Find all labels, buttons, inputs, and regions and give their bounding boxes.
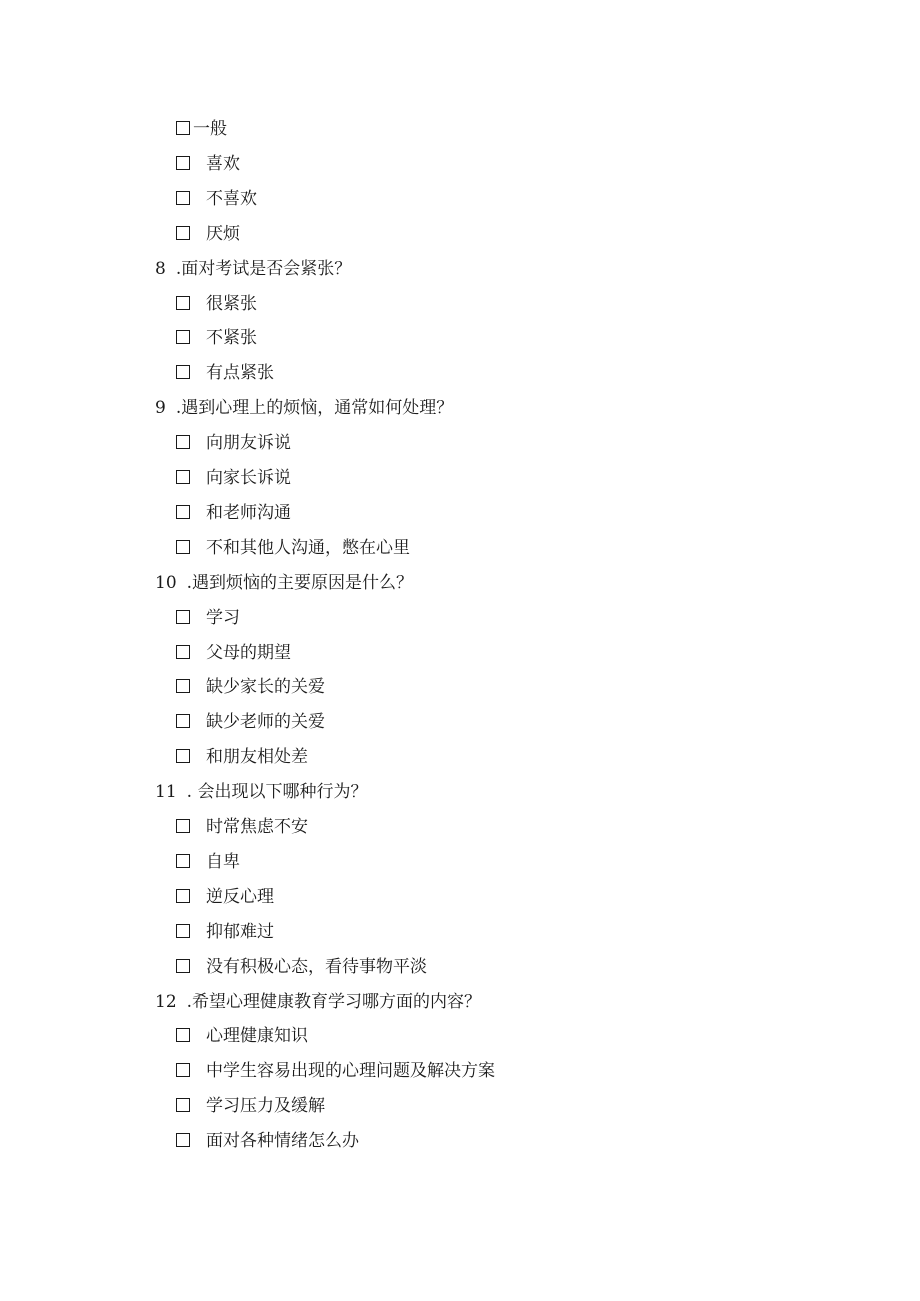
question — [155, 777, 367, 807]
question — [155, 987, 481, 1017]
answer-option-label: 抑郁难过 — [206, 921, 274, 942]
question — [155, 393, 453, 423]
answer-option-label: 不紧张 — [206, 328, 257, 349]
checkbox-icon[interactable] — [176, 121, 190, 135]
answer-option-label: 不喜欢 — [206, 188, 257, 209]
answer-option[interactable] — [176, 184, 257, 214]
checkbox-icon[interactable] — [176, 1028, 190, 1042]
question-text: . 会出现以下哪种行为？ — [186, 782, 368, 803]
checkbox-icon[interactable] — [176, 889, 190, 903]
answer-option[interactable] — [176, 219, 240, 249]
answer-option-label: 面对各种情绪怎么办 — [206, 1131, 359, 1152]
answer-option-label: 向家长诉说 — [206, 468, 291, 488]
checkbox-icon[interactable] — [176, 226, 190, 240]
checkbox-icon[interactable] — [176, 1063, 190, 1077]
question-number: 9 — [155, 398, 166, 419]
answer-option-label: 中学生容易出现的心理问题及解决方案 — [206, 1061, 495, 1082]
checkbox-icon[interactable] — [176, 296, 190, 310]
answer-option[interactable] — [176, 428, 291, 458]
answer-option-label: 学习压力及缓解 — [206, 1096, 325, 1117]
question-text: .遇到烦恼的主要原因是什么？ — [186, 572, 414, 593]
question-number: 8 — [155, 258, 166, 279]
answer-option[interactable] — [176, 358, 274, 388]
checkbox-icon[interactable] — [176, 645, 190, 659]
checkbox-icon[interactable] — [176, 854, 190, 868]
answer-option-label: 和老师沟通 — [206, 502, 291, 523]
checkbox-icon[interactable] — [176, 1133, 190, 1147]
answer-option[interactable] — [176, 1126, 359, 1156]
answer-option[interactable] — [176, 882, 274, 912]
question-number: 10 — [155, 572, 177, 593]
answer-option[interactable] — [176, 1056, 495, 1086]
answer-option-label: 缺少老师的关爱 — [206, 712, 325, 733]
answer-option[interactable] — [176, 952, 427, 982]
checkbox-icon[interactable] — [176, 365, 190, 379]
answer-option[interactable] — [176, 672, 325, 702]
checkbox-icon[interactable] — [176, 819, 190, 833]
answer-option[interactable] — [176, 323, 257, 353]
question-text: .希望心理健康教育学习哪方面的内容？ — [186, 991, 482, 1012]
answer-option[interactable] — [176, 603, 240, 633]
answer-option-label: 自卑 — [206, 851, 240, 872]
answer-option[interactable] — [176, 114, 227, 144]
checkbox-icon[interactable] — [176, 679, 190, 693]
checkbox-icon[interactable] — [176, 435, 190, 449]
answer-option[interactable] — [176, 533, 410, 563]
answer-option-label: 有点紧张 — [206, 363, 274, 384]
answer-option[interactable] — [176, 707, 325, 737]
answer-option[interactable] — [176, 742, 308, 772]
answer-option-label: 没有积极心态，看待事物平淡 — [206, 956, 427, 977]
question-number: 11 — [155, 782, 177, 803]
answer-option[interactable] — [176, 917, 274, 947]
answer-option[interactable] — [176, 463, 291, 493]
checkbox-icon[interactable] — [176, 714, 190, 728]
answer-option-label: 厌烦 — [206, 223, 240, 244]
answer-option[interactable] — [176, 1021, 308, 1051]
answer-option[interactable] — [176, 149, 240, 179]
checkbox-icon[interactable] — [176, 470, 190, 484]
answer-option[interactable] — [176, 847, 240, 877]
answer-option-label: 时常焦虑不安 — [206, 817, 308, 837]
answer-option-label: 向朋友诉说 — [206, 433, 291, 454]
answer-option-label: 喜欢 — [206, 153, 240, 174]
checkbox-icon[interactable] — [176, 924, 190, 938]
answer-option-label: 父母的期望 — [206, 642, 291, 663]
checkbox-icon[interactable] — [176, 959, 190, 973]
answer-option-label: 很紧张 — [206, 293, 257, 314]
answer-option-label: 一般 — [193, 119, 227, 139]
answer-option-label: 缺少家长的关爱 — [206, 677, 325, 698]
checkbox-icon[interactable] — [176, 330, 190, 344]
checkbox-icon[interactable] — [176, 505, 190, 519]
checkbox-icon[interactable] — [176, 749, 190, 763]
checkbox-icon[interactable] — [176, 1098, 190, 1112]
answer-option-label: 心理健康知识 — [206, 1026, 308, 1047]
checkbox-icon[interactable] — [176, 540, 190, 554]
answer-option-label: 不和其他人沟通，憋在心里 — [206, 537, 410, 558]
answer-option-label: 学习 — [206, 607, 240, 628]
answer-option-label: 逆反心理 — [206, 886, 274, 907]
checkbox-icon[interactable] — [176, 610, 190, 624]
checkbox-icon[interactable] — [176, 156, 190, 170]
answer-option-label: 和朋友相处差 — [206, 747, 308, 768]
question — [155, 568, 413, 598]
question — [155, 254, 351, 284]
checkbox-icon[interactable] — [176, 191, 190, 205]
question-number: 12 — [155, 991, 177, 1012]
answer-option[interactable] — [176, 812, 308, 842]
answer-option[interactable] — [176, 498, 291, 528]
answer-option[interactable] — [176, 289, 257, 319]
question-text: .面对考试是否会紧张？ — [175, 258, 352, 279]
question-text: .遇到心理上的烦恼，通常如何处理？ — [175, 398, 454, 419]
answer-option[interactable] — [176, 638, 291, 668]
answer-option[interactable] — [176, 1091, 325, 1121]
